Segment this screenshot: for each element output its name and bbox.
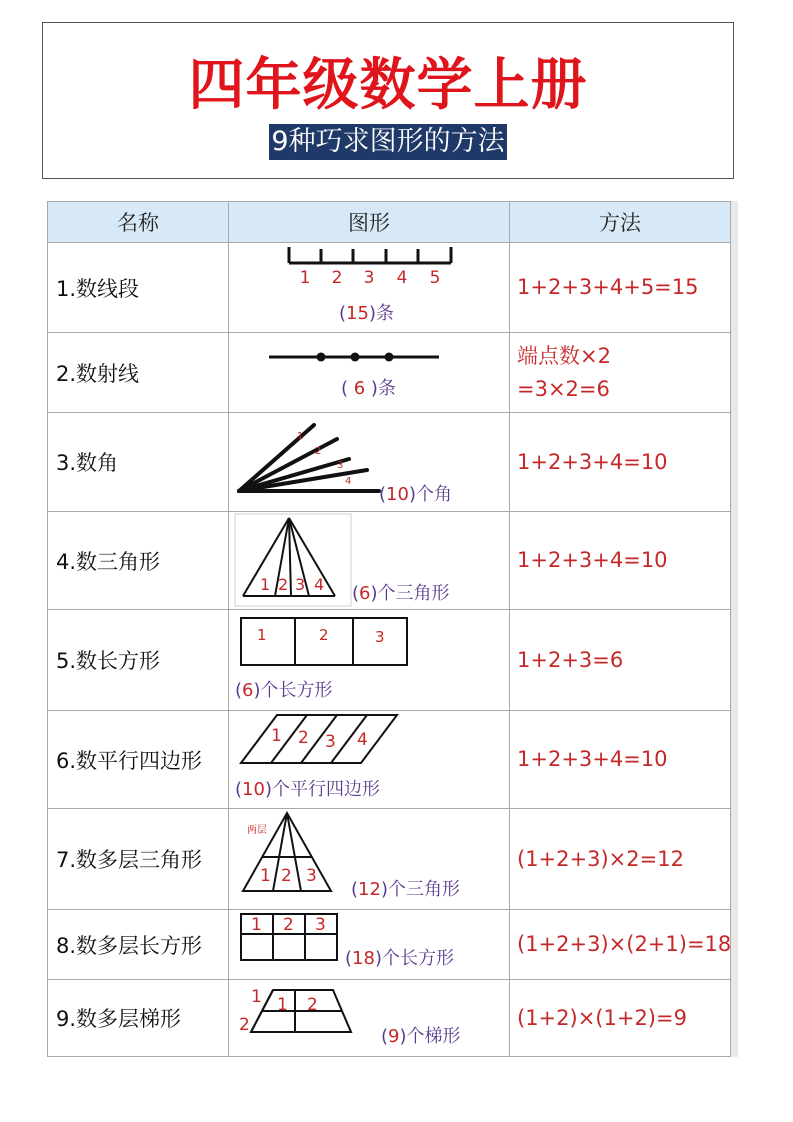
triangle-figure (229, 512, 510, 610)
triangle-label: 1 (260, 575, 271, 594)
rectangle-label: 2 (283, 915, 294, 935)
column-header-name: 名称 (48, 202, 229, 243)
table-header-row (48, 202, 731, 243)
page-title: 四年级数学上册 (188, 53, 588, 118)
rectangle-label: 2 (319, 626, 329, 644)
table-row (48, 512, 731, 610)
answer-count: (6)个长方形 (235, 680, 333, 701)
row-name: 4.数三角形 (48, 512, 229, 610)
answer-count: (15)条 (339, 303, 394, 324)
segment-label: 5 (429, 268, 441, 288)
table-row (48, 333, 731, 413)
segment-label: 1 (299, 268, 311, 288)
row-name: 1.数线段 (48, 243, 229, 333)
methods-table-container (47, 201, 738, 1057)
answer-count: (9)个梯形 (381, 1026, 461, 1047)
angle-label: 1 (297, 431, 304, 442)
table-row (48, 980, 731, 1057)
row-method: 1+2+3=6 (510, 610, 731, 711)
segment-label: 4 (396, 268, 408, 288)
row-method: (1+2+3)×2=12 (510, 809, 731, 910)
trapezoid-figure (229, 980, 510, 1057)
answer-count: (10)个平行四边形 (235, 779, 380, 800)
trapezoid-label: 1 (277, 995, 288, 1015)
row-figure (229, 413, 510, 512)
column-header-shape: 图形 (229, 202, 510, 243)
multilayer-rectangle-figure (229, 910, 510, 980)
answer-count: (10)个角 (379, 484, 452, 505)
row-name: 5.数长方形 (48, 610, 229, 711)
page-subtitle: 9种巧求图形的方法 (269, 124, 506, 160)
angle-label: 4 (345, 476, 352, 487)
answer-count: (6)个三角形 (352, 583, 450, 604)
methods-table (47, 201, 731, 1057)
row-method: (1+2+3)×(2+1)=18 (510, 910, 731, 980)
trapezoid-label: 2 (239, 1015, 250, 1035)
table-row (48, 243, 731, 333)
parallelogram-figure (229, 711, 510, 809)
row-figure (229, 711, 510, 809)
trapezoid-label: 1 (251, 987, 262, 1007)
parallelogram-label: 3 (325, 732, 336, 752)
rectangle-label: 3 (375, 628, 385, 646)
triangle-label: 3 (295, 575, 306, 594)
answer-count: ( 6 )条 (341, 378, 396, 399)
row-name: 7.数多层三角形 (48, 809, 229, 910)
parallelogram-label: 2 (298, 728, 309, 748)
row-name: 2.数射线 (48, 333, 229, 413)
row-method: 1+2+3+4=10 (510, 711, 731, 809)
row-figure (229, 910, 510, 980)
row-method: 1+2+3+4+5=15 (510, 243, 731, 333)
answer-count: (18)个长方形 (345, 948, 454, 969)
angle-label: 2 (315, 446, 322, 457)
rectangle-figure (229, 610, 510, 711)
angle-figure (229, 413, 510, 512)
row-method: 1+2+3+4=10 (510, 512, 731, 610)
rectangle-label: 1 (251, 915, 262, 935)
table-row (48, 910, 731, 980)
triangle-label: 2 (278, 575, 289, 594)
column-header-method: 方法 (510, 202, 731, 243)
row-figure (229, 610, 510, 711)
row-figure (229, 980, 510, 1057)
rectangle-label: 1 (257, 626, 267, 644)
row-method: 1+2+3+4=10 (510, 413, 731, 512)
triangle-label: 2 (281, 866, 292, 886)
row-figure (229, 512, 510, 610)
row-name: 8.数多层长方形 (48, 910, 229, 980)
row-name: 9.数多层梯形 (48, 980, 229, 1057)
row-method: (1+2)×(1+2)=9 (510, 980, 731, 1057)
triangle-label: 1 (260, 866, 271, 886)
triangle-label: 3 (306, 866, 317, 886)
row-figure (229, 243, 510, 333)
segment-label: 2 (331, 268, 343, 288)
row-name: 3.数角 (48, 413, 229, 512)
title-box (42, 22, 734, 179)
table-row (48, 809, 731, 910)
table-row (48, 610, 731, 711)
row-figure (229, 809, 510, 910)
row-name: 6.数平行四边形 (48, 711, 229, 809)
angle-label: 3 (337, 460, 344, 471)
segment-label: 3 (363, 268, 375, 288)
row-method: 端点数×2 =3×2=6 (510, 333, 731, 413)
ray-figure (229, 333, 510, 413)
table-row (48, 711, 731, 809)
layer-note: 两层 (247, 825, 267, 836)
line-segment-figure (229, 243, 510, 333)
triangle-label: 4 (314, 575, 325, 594)
table-row (48, 413, 731, 512)
rectangle-label: 3 (315, 915, 326, 935)
answer-count: (12)个三角形 (351, 879, 460, 900)
parallelogram-label: 4 (357, 730, 368, 750)
trapezoid-label: 2 (307, 995, 318, 1015)
row-figure (229, 333, 510, 413)
parallelogram-label: 1 (271, 726, 282, 746)
multilayer-triangle-figure (229, 809, 510, 910)
